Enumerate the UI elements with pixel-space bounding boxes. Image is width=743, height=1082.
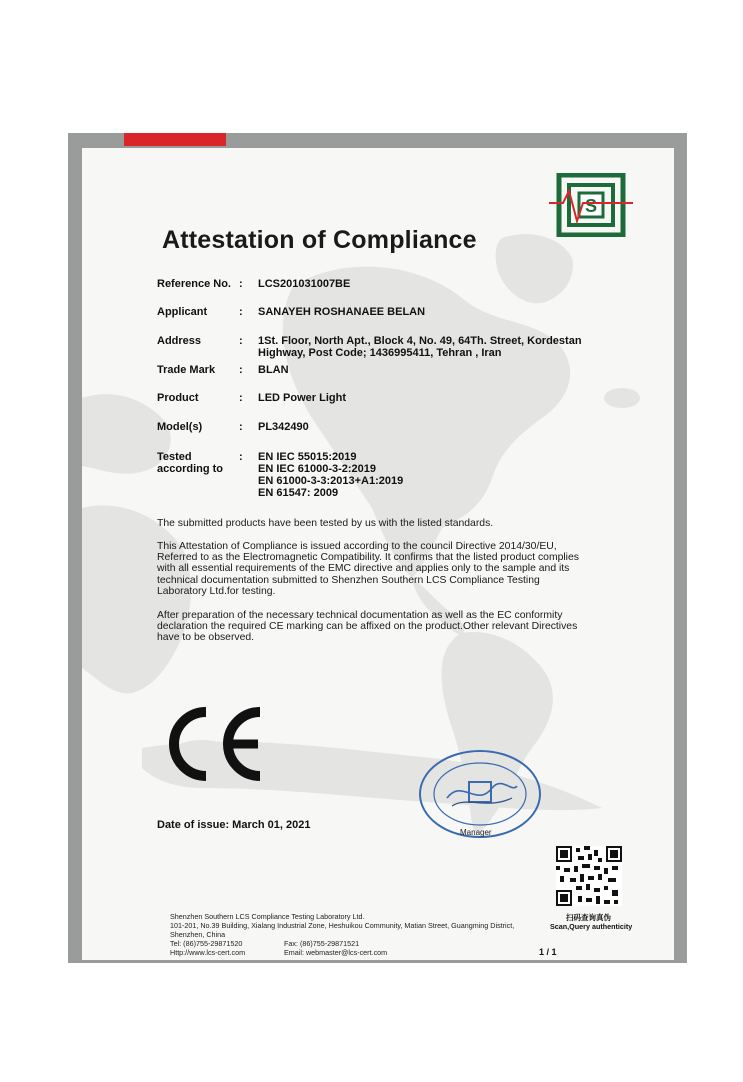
paragraph-1-line: The submitted products have been tested by us with the listed standards. [157, 518, 494, 529]
svg-text:S: S [584, 196, 598, 216]
applicant-value: SANAYEH ROSHANAEE BELAN [258, 306, 426, 318]
paragraph-2-line-4: technical documentation submitted to Shenzhen Southern LCS Compliance Testing [157, 574, 540, 586]
colon: : [239, 306, 243, 318]
ce-mark [160, 706, 270, 782]
footer-tel: Tel: (86)755-29871520 [170, 939, 243, 948]
colon: : [239, 364, 243, 376]
page-number: 1 / 1 [539, 947, 557, 957]
colon: : [239, 451, 243, 463]
tested-label-2: according to [157, 463, 224, 475]
standard-3: EN 61000-3-3:2013+A1:2019 [258, 475, 404, 487]
document-title: Attestation of Compliance [162, 226, 477, 254]
trademark-label: Trade Mark [157, 364, 216, 376]
paragraph-2-line-5: Laboratory Ltd.for testing. [157, 585, 276, 597]
footer-web: Http://www.lcs-cert.com [170, 948, 246, 957]
footer-address-1: 101-201, No.39 Building, Xialang Industrial Zone, Heshuikou Community, Matian Street, Guangming District, [170, 921, 515, 930]
standard-1: EN IEC 55015:2019 [258, 451, 357, 463]
colon: : [239, 278, 243, 290]
paragraph-1 [157, 518, 577, 529]
date-of-issue: Date of issue: March 01, 2021 [157, 819, 311, 831]
trademark-value: BLAN [258, 364, 289, 376]
address-label: Address [157, 335, 202, 347]
standard-2: EN IEC 61000-3-2:2019 [258, 463, 377, 475]
colon: : [239, 421, 243, 433]
red-accent-bar [124, 133, 226, 146]
lcs-logo [549, 173, 633, 237]
model-label: Model(s) [157, 421, 203, 433]
address-line-2: Highway, Post Code; 1436995411, Tehran , Iran [258, 347, 502, 359]
applicant-label: Applicant [157, 306, 208, 318]
paragraph-3-line-1: After preparation of the necessary technical documentation as well as the EC conformity [157, 610, 563, 621]
paragraph-2-line-1: This Attestation of Compliance is issued according to the council Directive 2014/30/EU, [157, 541, 557, 552]
qr-caption-en: Scan,Query authenticity [550, 922, 633, 931]
model-value: PL342490 [258, 421, 309, 433]
lcs-testing-laboratory-stamp [417, 748, 543, 840]
footer-email: Email: webmaster@lcs-cert.com [284, 948, 388, 957]
stamp-title: Manager [460, 828, 492, 837]
footer-address-2: Shenzhen, China [170, 930, 226, 939]
qr-caption-cn: 扫码查询真伪 [566, 913, 611, 922]
qr-code [556, 846, 622, 906]
footer-company: Shenzhen Southern LCS Compliance Testing Laboratory Ltd. [170, 912, 365, 921]
paragraph-2-line-3: with all essential requirements of the EMC directive and applies only to the sample and its [157, 563, 570, 575]
product-value: LED Power Light [258, 392, 346, 404]
paragraph-2-line-2: Referred to as the Electromagnetic Compatibility. It confirms that the listed product complies [157, 552, 579, 564]
standard-4: EN 61547: 2009 [258, 487, 339, 499]
product-label: Product [157, 392, 199, 404]
paragraph-3 [157, 610, 577, 644]
colon: : [239, 335, 243, 347]
reference-label: Reference No. [157, 278, 231, 290]
paragraph-3-line-3: have to be observed. [157, 632, 255, 644]
tested-label: Tested [157, 451, 192, 463]
address-line-1: 1St. Floor, North Apt., Block 4, No. 49, 64Th. Street, Kordestan [258, 335, 582, 347]
reference-value: LCS201031007BE [258, 278, 351, 290]
paragraph-3-line-2: declaration the required CE marking can be affixed on the product.Other relevant Directives [157, 621, 578, 633]
paragraph-2 [157, 541, 577, 597]
colon: : [239, 392, 243, 404]
footer-fax: Fax: (86)755-29871521 [284, 939, 360, 948]
